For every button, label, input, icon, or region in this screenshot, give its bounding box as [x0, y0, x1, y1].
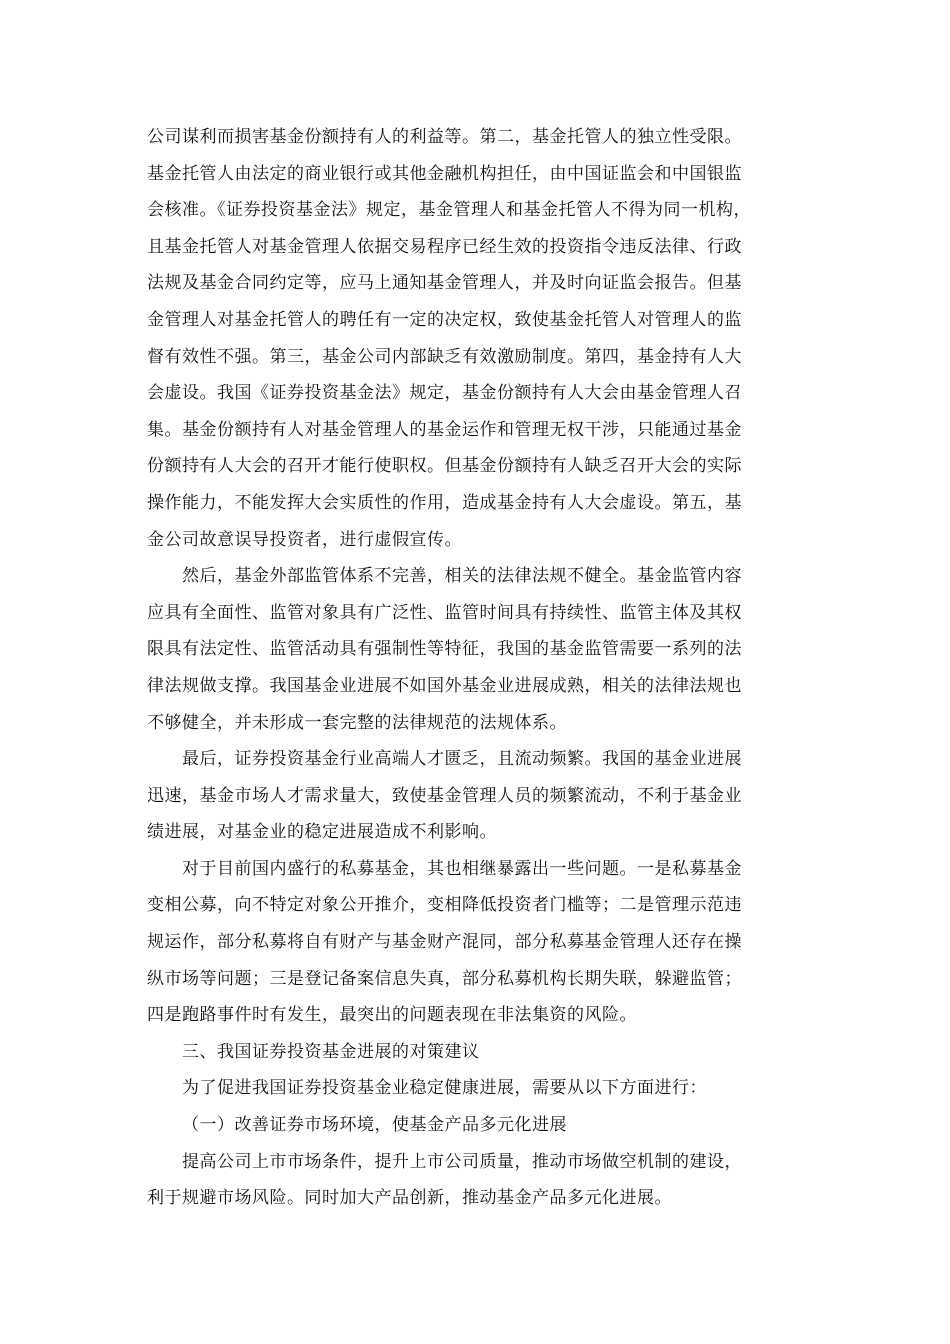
text-line: 纵市场等问题；三是登记备案信息失真，部分私募机构长期失联，躲避监管； — [147, 968, 742, 989]
text-line: 基金托管人由法定的商业银行或其他金融机构担任，由中国证监会和中国银监 — [147, 163, 742, 184]
text-line: 金管理人对基金托管人的聘任有一定的决定权，致使基金托管人对管理人的监 — [147, 309, 742, 330]
text-line: 不够健全，并未形成一套完整的法律规范的法规体系。 — [147, 712, 567, 733]
text-line: 金公司故意误导投资者，进行虚假宣传。 — [147, 529, 462, 550]
text-line: （一）改善证券市场环境，使基金产品多元化进展 — [182, 1115, 567, 1136]
text-line: 为了促进我国证券投资基金业稳定健康进展，需要从以下方面进行： — [182, 1078, 707, 1099]
text-line: 对于目前国内盛行的私募基金，其也相继暴露出一些问题。一是私募基金 — [182, 858, 742, 879]
text-line: 四是跑路事件时有发生，最突出的问题表现在非法集资的风险。 — [147, 1005, 637, 1026]
text-line: 提高公司上市市场条件，提升上市公司质量，推动市场做空机制的建设， — [182, 1151, 742, 1172]
text-line: 规运作，部分私募将自有财产与基金财产混同，部分私募基金管理人还存在操 — [147, 932, 742, 953]
text-line: 绩进展，对基金业的稳定进展造成不利影响。 — [147, 822, 497, 843]
text-line: 会虚设。我国《证券投资基金法》规定，基金份额持有人大会由基金管理人召 — [147, 383, 742, 404]
text-line: 变相公募，向不特定对象公开推介，变相降低投资者门槛等；二是管理示范违 — [147, 895, 742, 916]
text-line: 应具有全面性、监管对象具有广泛性、监管时间具有持续性、监管主体及其权 — [147, 602, 742, 623]
text-line: 公司谋利而损害基金份额持有人的利益等。第二，基金托管人的独立性受限。 — [147, 127, 742, 147]
text-line: 督有效性不强。第三，基金公司内部缺乏有效激励制度。第四，基金持有人大 — [147, 346, 742, 367]
text-line: 会核准。《证券投资基金法》规定，基金管理人和基金托管人不得为同一机构， — [147, 200, 751, 221]
text-line: 利于规避市场风险。同时加大产品创新，推动基金产品多元化进展。 — [147, 1188, 672, 1209]
text-line: 份额持有人大会的召开才能行使职权。但基金份额持有人缺乏召开大会的实际 — [147, 456, 742, 477]
text-line: 法规及基金合同约定等，应马上通知基金管理人，并及时向证监会报告。但基 — [147, 273, 742, 294]
text-line: 集。基金份额持有人对基金管理人的基金运作和管理无权干涉，只能通过基金 — [147, 419, 742, 440]
text-line: 三、我国证券投资基金进展的对策建议 — [182, 1041, 480, 1062]
text-line: 律法规做支撑。我国基金业进展不如国外基金业进展成熟，相关的法律法规也 — [147, 675, 742, 696]
text-line: 然后，基金外部监管体系不完善，相关的法律法规不健全。基金监管内容 — [182, 566, 742, 587]
text-line: 迅速，基金市场人才需求量大，致使基金管理人员的频繁流动，不利于基金业 — [147, 785, 742, 806]
text-line: 且基金托管人对基金管理人依据交易程序已经生效的投资指令违反法律、行政 — [147, 236, 742, 257]
text-line: 最后，证券投资基金行业高端人才匮乏，且流动频繁。我国的基金业进展 — [182, 749, 742, 770]
text-line: 操作能力，不能发挥大会实质性的作用，造成基金持有人大会虚设。第五，基 — [147, 492, 742, 513]
text-line: 限具有法定性、监管活动具有强制性等特征，我国的基金监管需要一系列的法 — [147, 639, 742, 660]
body-text — [147, 119, 805, 1217]
